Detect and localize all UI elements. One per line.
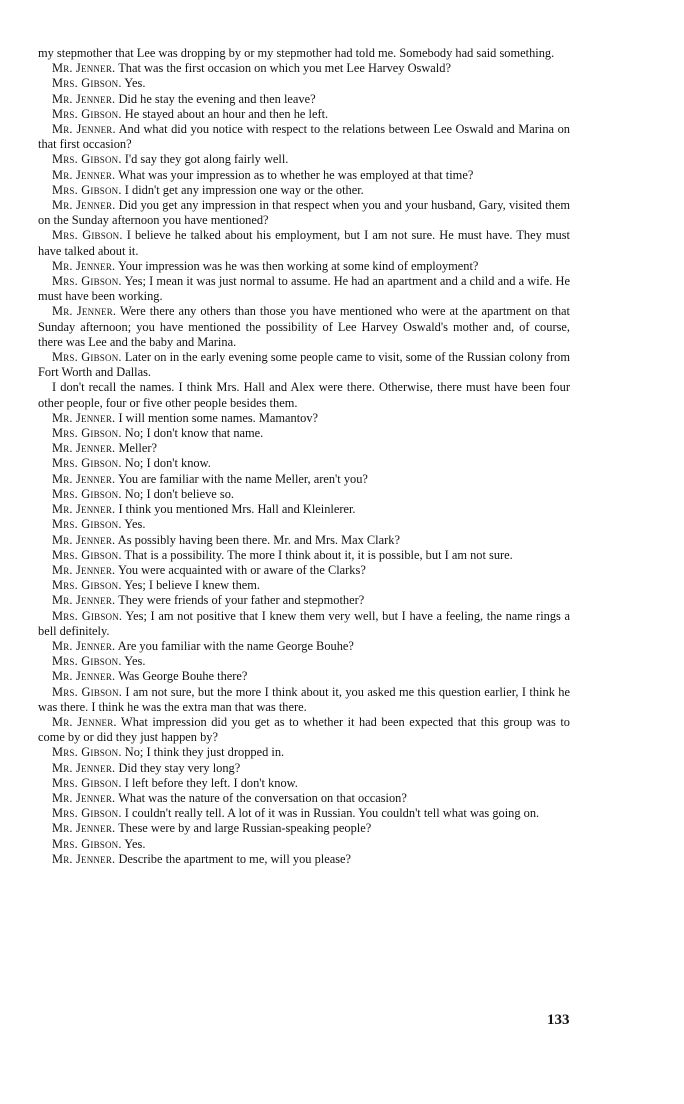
testimony-paragraph xyxy=(38,761,570,776)
speaker-label: Mrs. Gibson. xyxy=(52,654,122,669)
testimony-paragraph xyxy=(38,533,570,548)
testimony-paragraph xyxy=(38,46,570,61)
paragraph-text: Did he stay the evening and then leave? xyxy=(115,91,316,106)
speaker-label: Mr. Jenner. xyxy=(52,638,116,653)
testimony-paragraph xyxy=(38,776,570,791)
page-number: 133 xyxy=(547,1012,570,1028)
speaker-label: Mrs. Gibson. xyxy=(52,608,123,623)
testimony-paragraph xyxy=(38,654,570,669)
speaker-label: Mr. Jenner. xyxy=(52,562,116,577)
paragraph-text: Yes; I believe I knew them. xyxy=(121,578,261,593)
speaker-label: Mr. Jenner. xyxy=(52,714,117,729)
testimony-paragraph xyxy=(38,669,570,684)
paragraph-text: No; I don't know. xyxy=(121,456,211,471)
paragraph-text: What was your impression as to whether he was employed at that time? xyxy=(115,167,474,182)
paragraph-text: Did you get any impression in that respect when you and your husband, Gary, visited them on the Sunday afternoon you have mentioned? xyxy=(38,198,570,228)
speaker-label: Mr. Jenner. xyxy=(52,167,116,182)
testimony-paragraph xyxy=(38,274,570,304)
testimony-paragraph xyxy=(38,183,570,198)
paragraph-text: my stepmother that Lee was dropping by or my stepmother had told me. Somebody had said something. xyxy=(38,46,555,60)
paragraph-text: Meller? xyxy=(115,441,157,456)
paragraph-text: That was the first occasion on which you met Lee Harvey Oswald? xyxy=(115,61,451,76)
speaker-label: Mrs. Gibson. xyxy=(52,350,122,365)
paragraph-text: Did they stay very long? xyxy=(115,760,241,775)
testimony-paragraph xyxy=(38,685,570,715)
speaker-label: Mr. Jenner. xyxy=(52,304,117,319)
speaker-label: Mr. Jenner. xyxy=(52,471,116,486)
paragraph-text: No; I think they just dropped in. xyxy=(121,745,285,760)
testimony-paragraph xyxy=(38,502,570,517)
paragraph-text: What impression did you get as to whether it had been expected that this group was to come by or did they just happen by? xyxy=(38,714,570,745)
paragraph-text: That is a possibility. The more I think about it, it is possible, but I am not sure. xyxy=(121,547,513,562)
paragraph-text: Are you familiar with the name George Bouhe? xyxy=(115,638,354,653)
testimony-paragraph xyxy=(38,76,570,91)
paragraph-text: Your impression was he was then working at some kind of employment? xyxy=(115,258,479,273)
testimony-paragraph xyxy=(38,198,570,228)
speaker-label: Mrs. Gibson. xyxy=(52,684,122,699)
speaker-label: Mrs. Gibson. xyxy=(52,806,122,821)
testimony-paragraph xyxy=(38,441,570,456)
testimony-paragraph xyxy=(38,350,570,380)
testimony-paragraph xyxy=(38,548,570,563)
paragraph-text: Yes. xyxy=(121,517,146,532)
testimony-paragraph xyxy=(38,745,570,760)
speaker-label: Mrs. Gibson. xyxy=(52,547,122,562)
testimony-paragraph xyxy=(38,837,570,852)
speaker-label: Mrs. Gibson. xyxy=(52,836,122,851)
paragraph-text: You are familiar with the name Meller, aren't you? xyxy=(115,471,368,486)
speaker-label: Mr. Jenner. xyxy=(52,502,116,517)
speaker-label: Mr. Jenner. xyxy=(52,410,116,425)
paragraph-text: Yes; I mean it was just normal to assume. He had an apartment and a child and a wife. He must have been working. xyxy=(38,274,571,304)
speaker-label: Mrs. Gibson. xyxy=(52,76,122,91)
paragraph-text: Yes. xyxy=(121,654,146,669)
testimony-paragraph xyxy=(38,791,570,806)
testimony-paragraph xyxy=(38,92,570,107)
paragraph-text: I left before they left. I don't know. xyxy=(121,775,298,790)
testimony-paragraph xyxy=(38,107,570,122)
speaker-label: Mr. Jenner. xyxy=(52,790,116,805)
testimony-text xyxy=(38,46,570,867)
testimony-paragraph xyxy=(38,806,570,821)
paragraph-text: Yes. xyxy=(121,76,146,91)
speaker-label: Mr. Jenner. xyxy=(52,593,116,608)
speaker-label: Mr. Jenner. xyxy=(52,91,116,106)
paragraph-text: Later on in the early evening some people came to visit, some of the Russian colony from Fort Worth and Dallas. xyxy=(38,350,571,380)
testimony-paragraph xyxy=(38,168,570,183)
paragraph-text: And what did you notice with respect to the relations between Lee Oswald and Marina on that first occasion? xyxy=(38,122,570,152)
paragraph-text: These were by and large Russian-speaking people? xyxy=(115,821,372,836)
paragraph-text: No; I don't believe so. xyxy=(121,486,235,501)
speaker-label: Mrs. Gibson. xyxy=(52,228,123,243)
paragraph-text: You were acquainted with or aware of the Clarks? xyxy=(115,562,366,577)
paragraph-text: I couldn't really tell. A lot of it was in Russian. You couldn't tell what was going on. xyxy=(121,806,540,821)
testimony-paragraph xyxy=(38,517,570,532)
speaker-label: Mrs. Gibson. xyxy=(52,745,122,760)
paragraph-text: Describe the apartment to me, will you please? xyxy=(115,851,352,866)
testimony-paragraph xyxy=(38,593,570,608)
testimony-paragraph xyxy=(38,426,570,441)
speaker-label: Mr. Jenner. xyxy=(52,441,116,456)
speaker-label: Mr. Jenner. xyxy=(52,532,116,547)
testimony-paragraph xyxy=(38,259,570,274)
paragraph-text: Was George Bouhe there? xyxy=(115,669,248,684)
testimony-paragraph xyxy=(38,852,570,867)
speaker-label: Mrs. Gibson. xyxy=(52,486,122,501)
paragraph-text: I think you mentioned Mrs. Hall and Kleinlerer. xyxy=(115,502,356,517)
testimony-paragraph xyxy=(38,152,570,167)
paragraph-text: I am not sure, but the more I think about it, you asked me this question earlier, I think he was there. I think he was the extra man that was there. xyxy=(38,684,571,714)
paragraph-text: As possibly having been there. Mr. and Mrs. Max Clark? xyxy=(115,532,400,547)
speaker-label: Mr. Jenner. xyxy=(52,61,116,76)
speaker-label: Mrs. Gibson. xyxy=(52,106,122,121)
speaker-label: Mrs. Gibson. xyxy=(52,456,122,471)
speaker-label: Mrs. Gibson. xyxy=(52,152,122,167)
testimony-paragraph xyxy=(38,821,570,836)
testimony-paragraph xyxy=(38,228,570,258)
speaker-label: Mrs. Gibson. xyxy=(52,182,122,197)
speaker-label: Mrs. Gibson. xyxy=(52,274,122,289)
paragraph-text: I will mention some names. Mamantov? xyxy=(115,410,319,425)
testimony-paragraph xyxy=(38,61,570,76)
speaker-label: Mr. Jenner. xyxy=(52,851,116,866)
testimony-paragraph xyxy=(38,715,570,745)
paragraph-text: Yes; I am not positive that I knew them very well, but I have a feeling, the name rings a bell definitely. xyxy=(38,608,570,638)
speaker-label: Mr. Jenner. xyxy=(52,760,116,775)
paragraph-text: He stayed about an hour and then he left. xyxy=(121,106,329,121)
testimony-paragraph xyxy=(38,380,570,410)
paragraph-text: Yes. xyxy=(121,836,146,851)
testimony-paragraph xyxy=(38,122,570,152)
speaker-label: Mrs. Gibson. xyxy=(52,775,122,790)
speaker-label: Mr. Jenner. xyxy=(52,258,116,273)
testimony-paragraph xyxy=(38,639,570,654)
speaker-label: Mr. Jenner. xyxy=(52,122,116,137)
testimony-paragraph xyxy=(38,456,570,471)
speaker-label: Mr. Jenner. xyxy=(52,198,116,213)
testimony-paragraph xyxy=(38,472,570,487)
paragraph-text: I don't recall the names. I think Mrs. Hall and Alex were there. Otherwise, there must have been four other people, four or five other people besides them. xyxy=(38,380,570,410)
testimony-paragraph xyxy=(38,563,570,578)
paragraph-text: No; I don't know that name. xyxy=(121,426,264,441)
paragraph-text: I believe he talked about his employment, but I am not sure. He must have. They must have talked about it. xyxy=(38,228,570,258)
speaker-label: Mr. Jenner. xyxy=(52,669,116,684)
paragraph-text: What was the nature of the conversation on that occasion? xyxy=(115,790,407,805)
paragraph-text: I didn't get any impression one way or the other. xyxy=(121,182,364,197)
speaker-label: Mr. Jenner. xyxy=(52,821,116,836)
testimony-paragraph xyxy=(38,411,570,426)
testimony-paragraph xyxy=(38,487,570,502)
paragraph-text: They were friends of your father and stepmother? xyxy=(115,593,365,608)
speaker-label: Mrs. Gibson. xyxy=(52,517,122,532)
paragraph-text: I'd say they got along fairly well. xyxy=(121,152,289,167)
speaker-label: Mrs. Gibson. xyxy=(52,426,122,441)
testimony-paragraph xyxy=(38,609,570,639)
testimony-paragraph xyxy=(38,578,570,593)
paragraph-text: Were there any others than those you have mentioned who were at the apartment on that Sunday afternoon; you have mentioned the possibility of Lee Harvey Oswald's mother and, of course, there was Lee and the baby and Marina. xyxy=(38,304,570,349)
testimony-paragraph xyxy=(38,304,570,350)
speaker-label: Mrs. Gibson. xyxy=(52,578,122,593)
